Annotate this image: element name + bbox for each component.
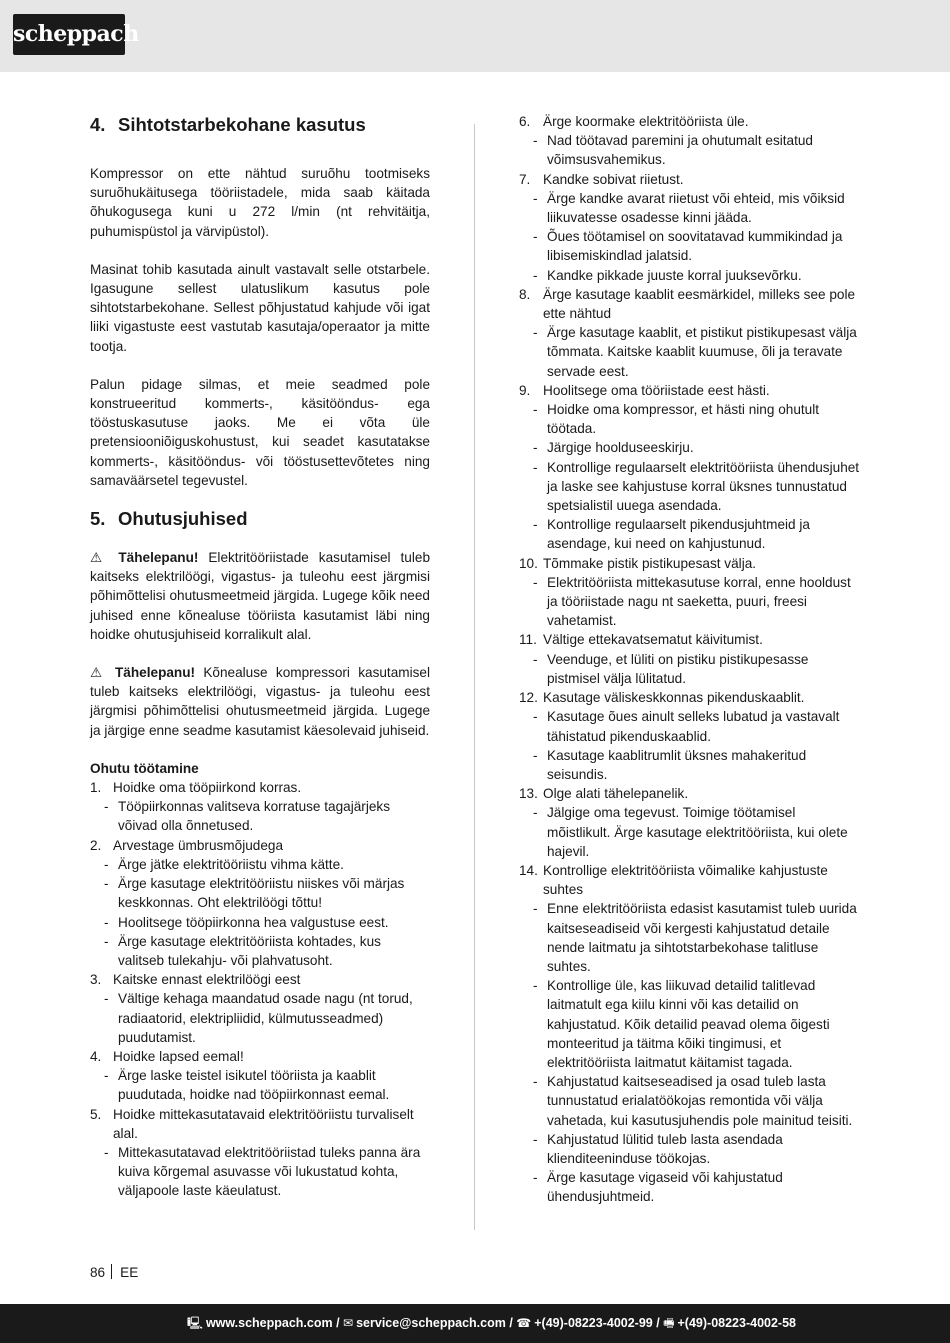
sub-item: [90, 1143, 430, 1201]
sub-item-text: Ärge kandke avarat riietust või ehteid, mis võiksid liikuvatesse osadesse kinni jääda.: [547, 190, 845, 226]
list-item-number: 13.: [519, 786, 538, 802]
warning-label: Tähelepanu!: [115, 665, 196, 681]
sub-item-dash: -: [533, 1170, 538, 1186]
phone-number: +(49)-08223-4002-99 /: [534, 1316, 660, 1330]
paragraph: Kompressor on ette nähtud suruõhu tootmiseks suruõhukäitusega tööriistadele, mida saab käitada õhukogusega kuni u 272 l/min (nt rehvitäitja, puhumispüstol ja värvipüstol).: [90, 166, 430, 239]
sub-item-text: Vältige kehaga maandatud osade nagu (nt torud, radiaatorid, elektripliidid, külmutusseadmed) puudutamist.: [118, 991, 413, 1045]
sub-item-text: Kahjustatud lülitid tuleb lasta asendada klienditeeninduse töökojas.: [547, 1131, 783, 1166]
sub-item-dash: -: [104, 914, 109, 930]
sub-item: [519, 976, 861, 1072]
list-item-number: 12.: [519, 690, 538, 706]
list-item-text: Ärge kasutage kaablit eesmärkidel, milleks see pole ette nähtud: [543, 286, 856, 322]
page-number: 86: [90, 1265, 106, 1280]
list-item-text: Hoidke lapsed eemal!: [113, 1048, 244, 1064]
sub-item-dash: -: [533, 709, 538, 725]
safety-list: [519, 112, 861, 1207]
section-title: Sihtotstarbekohane kasutus: [118, 114, 366, 135]
phone-icon: ☎: [516, 1316, 532, 1330]
sub-item-text: Nad töötavad paremini ja ohutumalt esitatud võimsusvahemikus.: [547, 133, 813, 168]
sub-item-text: Enne elektritööriista edasist kasutamist tuleb uurida kaitseseadiseid või kergesti kahjustatud detaile nende laitmatu ja sihtotstarbekohase talitluse suhtes.: [547, 901, 857, 974]
sub-item-text: Ärge kasutage kaablit, et pistikut pistikupesast välja tõmmata. Kaitske kaablit kuumuse, õli ja teravate servade eest.: [547, 325, 857, 379]
sub-item-dash: -: [533, 267, 538, 283]
contact-info: [187, 1304, 796, 1343]
sub-item-text: Hoidke oma kompressor, et hästi ning ohutult töötada.: [547, 402, 820, 437]
sub-item: [90, 874, 430, 912]
column-divider: [474, 124, 475, 1230]
sub-item: [519, 227, 861, 265]
list-item: [519, 285, 861, 323]
list-item: [90, 970, 430, 989]
list-item-text: Kontrollige elektritööriista võimalike kahjustuste suhtes: [543, 862, 828, 898]
sub-item-dash: -: [533, 190, 538, 206]
sub-item: [90, 1066, 430, 1104]
sub-item-text: Veenduge, et lüliti on pistiku pistikupesasse pistmisel välja lülitatud.: [547, 651, 809, 686]
sub-item-dash: -: [533, 747, 538, 763]
sub-item-dash: -: [533, 459, 538, 475]
contact-bar: [0, 1304, 950, 1343]
list-item-text: Ärge koormake elektritööriista üle.: [543, 114, 749, 129]
sub-item-text: Õues töötamisel on soovitatavad kummikindad ja libisemiskindlad jalatsid.: [547, 229, 843, 264]
sub-item: [519, 1168, 861, 1206]
sub-item-dash: -: [533, 978, 538, 994]
sub-item: [519, 189, 861, 227]
sub-item-dash: -: [533, 517, 538, 533]
sub-item-dash: -: [533, 229, 538, 245]
sub-item-text: Kontrollige regulaarselt elektritööriista ühendusjuhet ja laske see kahjustuse korral üksnes tunnustatud spetsialistil uuega asendada.: [547, 459, 860, 514]
right-column: [519, 112, 861, 1207]
sub-item-dash: -: [104, 1068, 109, 1084]
sub-item-text: Kasutage kaablitrumlit üksnes mahakeritud seisundis.: [547, 747, 807, 782]
sub-item-text: Kandke pikkade juuste korral juuksevõrku.: [547, 267, 802, 283]
warning-paragraph: [90, 548, 430, 644]
list-item-text: Vältige ettekavatsematut käivitumist.: [543, 632, 763, 648]
sub-item: [519, 573, 861, 631]
list-item: [90, 778, 430, 797]
sub-item-text: Ärge kasutage elektritööriistu niiskes või märjas keskkonnas. Oht elektrilöögi tõttu!: [118, 876, 405, 911]
list-item-text: Hoolitsege oma tööriistade eest hästi.: [543, 382, 770, 398]
sub-item-text: Kontrollige regulaarselt pikendusjuhtmeid ja asendage, kui need on kahjustunud.: [547, 517, 810, 552]
sub-item: [519, 515, 861, 553]
list-item-number: 1.: [90, 780, 102, 796]
list-item-number: 7.: [519, 171, 531, 187]
sub-item: [519, 899, 861, 976]
list-item-number: 3.: [90, 972, 102, 988]
safety-list: [90, 778, 430, 1200]
sub-item-dash: -: [533, 1074, 538, 1090]
list-item: [519, 630, 861, 649]
sub-item: [519, 458, 861, 516]
sub-item: [90, 855, 430, 874]
list-item-text: Kaitske ennast elektrilöögi eest: [113, 972, 301, 988]
sub-item-dash: -: [533, 402, 538, 418]
sub-item: [90, 913, 430, 932]
list-item-number: 5.: [90, 1106, 102, 1122]
mail-icon: ✉: [343, 1316, 354, 1330]
list-item: [519, 170, 861, 189]
sub-item: [90, 989, 430, 1047]
sub-item-text: Ärge kasutage elektritööriista kohtades, kus valitseb tulekahju- või plahvatusoht.: [118, 933, 381, 968]
list-item-number: 2.: [90, 837, 102, 853]
list-item-text: Hoidke mittekasutatavaid elektritööriistu turvaliselt alal.: [113, 1106, 414, 1141]
sub-item-text: Mittekasutatavad elektritööriistad tuleks panna ära kuiva kõrgemal asuvasse või lukustatud kohta, väljapoole laste käeulatust.: [118, 1144, 421, 1199]
sub-item: [519, 746, 861, 784]
sub-item-dash: -: [533, 440, 538, 456]
language-code: EE: [120, 1265, 139, 1280]
list-item: [519, 688, 861, 707]
sub-item: [519, 650, 861, 688]
sub-item-dash: -: [104, 799, 109, 815]
sub-item-dash: -: [533, 574, 538, 590]
list-item-number: 9.: [519, 382, 531, 398]
sub-item: [519, 1072, 861, 1130]
sub-item-text: Järgige hoolduseeskirju.: [547, 440, 694, 456]
top-bar: [0, 0, 950, 72]
warning-paragraph: [90, 663, 430, 740]
sub-item: [519, 131, 861, 169]
list-item-text: Tõmmake pistik pistikupesast välja.: [543, 555, 757, 571]
sub-item-dash: -: [104, 933, 109, 949]
fax-number: +(49)-08223-4002-58: [677, 1316, 796, 1330]
list-item-number: 8.: [519, 286, 531, 302]
scheppach-logo: scheppach: [13, 14, 125, 55]
list-item-text: Arvestage ümbrusmõjudega: [113, 837, 284, 853]
list-item-number: 11.: [519, 632, 537, 648]
sub-item: [519, 323, 861, 381]
sub-item-text: Elektritööriista mittekasutuse korral, enne hooldust ja tööriistade nagu nt saeketta, puuri, freesi vahetamist.: [547, 574, 851, 629]
sub-item-text: Ärge jätke elektritööriistu vihma kätte.: [118, 856, 344, 872]
list-item-text: Olge alati tähelepanelik.: [543, 786, 689, 802]
sub-item-dash: -: [104, 991, 109, 1007]
sub-item-text: Hoolitsege tööpiirkonna hea valgustuse eest.: [118, 914, 389, 930]
sub-item: [519, 803, 861, 861]
list-item: [519, 861, 861, 899]
warning-text: Elektritööriistade kasutamisel tuleb kaitseks elektrilöögi, vigastus- ja tuleohu eest järgmisi põhimõttelisi ohutusmeetmeid järgida. Lugege kõik need juhised enne kõnealuse tööriista kasutamist läbi ning hoidke ohutusjuhiseid korralikult alal.: [90, 550, 431, 642]
sub-item: [90, 797, 430, 835]
sub-item: [519, 266, 861, 285]
warning-text: Kõnealuse kompressori kasutamisel tuleb kaitseks elektrilöögi, vigastus- ja tuleohu eest järgmisi põhimõttelisi ohutusmeetmeid järgida. Lugege ja järgige enne seadme kasutamist käesolevaid juhiseid.: [90, 665, 430, 738]
sub-item-text: Kasutage õues ainult selleks lubatud ja vastavalt tähistatud pikenduskaablid.: [547, 709, 840, 744]
list-item-number: 6.: [519, 114, 531, 129]
sub-item-dash: -: [533, 1131, 538, 1147]
section-5-heading: [90, 506, 430, 532]
list-item-number: 4.: [90, 1048, 102, 1064]
sub-item: [519, 438, 861, 457]
sub-item-text: Ärge laske teistel isikutel tööriista ja kaablit puudutada, hoidke nad tööpiirkonnast eemal.: [118, 1068, 390, 1103]
sub-item: [519, 400, 861, 438]
website-link[interactable]: www.scheppach.com /: [205, 1316, 340, 1330]
sub-item-dash: -: [533, 805, 538, 821]
list-item: [519, 381, 861, 400]
list-item-number: 10.: [519, 555, 538, 571]
list-item-text: Hoidke oma tööpiirkond korras.: [113, 780, 302, 796]
sub-item-dash: -: [533, 133, 538, 149]
sub-item: [519, 1130, 861, 1168]
section-4-heading: [90, 112, 430, 138]
list-item: [519, 112, 861, 131]
sub-item-dash: -: [104, 856, 109, 872]
page-footer: [90, 1264, 138, 1282]
sub-item-dash: -: [104, 1144, 109, 1160]
paragraph: Palun pidage silmas, et meie seadmed pole konstrueeritud kommerts-, käsitööndus- ega tööstuskasutuse jaoks. Me ei võta üle pretensiooniõiguskohustust, kui seadet kasutatakse kommerts-, käsitööndus- või tööstusettevõtetes ning samaväärsetel tegevustel.: [90, 376, 430, 488]
computer-icon: 🖳: [186, 1316, 203, 1330]
list-item-number: 14.: [519, 862, 538, 878]
email-link[interactable]: service@scheppach.com /: [356, 1316, 513, 1330]
sub-item-text: Jälgige oma tegevust. Toimige töötamisel mõistlikult. Ärge kasutage elektritööriista, kui olete hajevil.: [547, 805, 848, 859]
footer-separator: [111, 1264, 112, 1279]
sub-item-text: Ärge kasutage vigaseid või kahjustatud ühendusjuhtmeid.: [547, 1170, 783, 1205]
list-item: [90, 1105, 430, 1143]
warning-icon: ⚠: [90, 665, 107, 681]
list-item: [519, 784, 861, 803]
section-number: 5.: [90, 508, 106, 530]
fax-icon: 🖷: [663, 1316, 675, 1330]
sub-item-text: Kahjustatud kaitseseadised ja osad tuleb lasta tunnustatud erialatöökojas remontida või välja vahetada, kui kasutusjuhendis pole mainitud teisiti.: [547, 1074, 853, 1128]
sub-item-dash: -: [533, 901, 538, 917]
sub-item: [519, 707, 861, 745]
list-item-text: Kandke sobivat riietust.: [543, 171, 684, 187]
section-title: Ohutusjuhised: [118, 508, 248, 530]
sub-item-dash: -: [533, 325, 538, 341]
warning-icon: ⚠: [90, 550, 109, 566]
list-item-text: Kasutage väliskeskkonnas pikenduskaablit.: [543, 690, 805, 706]
paragraph: Masinat tohib kasutada ainult vastavalt selle otstarbele. Igasugune sellest ulatuslikum kasutus pole sihtotstarbekohane. Sellest põhjustatud kahjude või igat liiki vigastuste eest vastutab kasutaja/operaator ja mitte tootja.: [90, 261, 430, 354]
sub-item-dash: -: [533, 651, 538, 667]
list-item: [90, 1047, 430, 1066]
sub-item-text: Kontrollige üle, kas liikuvad detailid talitlevad laitmatult ega kiilu kinni või kas detailid on kahjustatud. Kõik detailid peavad olema õigesti monteeritud ja täitma kõiki tingimusi, et elektritööriista laitmatut käitamist tagada.: [547, 978, 830, 1070]
sub-item-text: Tööpiirkonnas valitseva korratuse tagajärjeks võivad olla õnnetused.: [118, 799, 391, 834]
warning-label: Tähelepanu!: [118, 550, 199, 566]
section-number: 4.: [90, 114, 106, 135]
sub-item: [90, 932, 430, 970]
left-column: [90, 112, 430, 1201]
list-item: [519, 554, 861, 573]
safe-work-title: Ohutu töötamine: [90, 760, 199, 776]
list-item: [90, 836, 430, 855]
sub-item-dash: -: [104, 876, 109, 892]
